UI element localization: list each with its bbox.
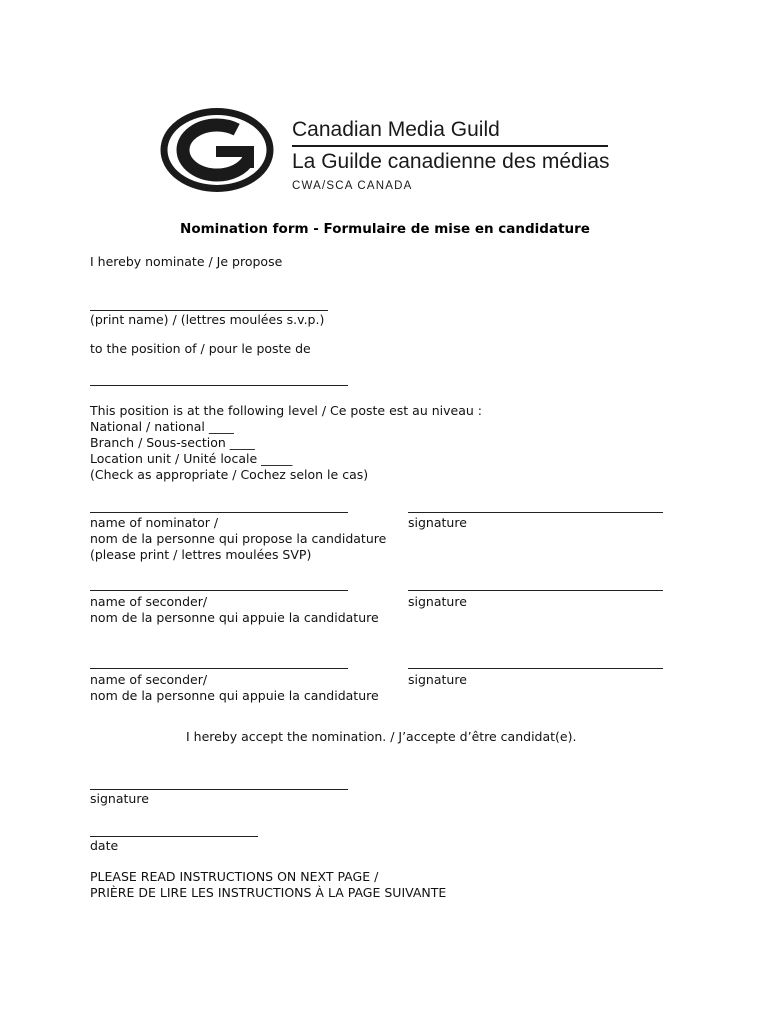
seconder1-name-field[interactable] (90, 590, 348, 591)
level-location-checkbox[interactable]: Location unit / Unité locale _____ (90, 451, 293, 466)
instructions-fr: PRIÈRE DE LIRE LES INSTRUCTIONS À LA PAGE SUIVANTE (90, 885, 447, 900)
nominate-label: I hereby nominate / Je propose (90, 254, 283, 269)
cmg-g-logo-icon (160, 108, 274, 192)
nominator-name-field[interactable] (90, 512, 348, 513)
level-national-checkbox[interactable]: National / national ____ (90, 419, 234, 434)
nominator-signature-field[interactable] (408, 512, 663, 513)
seconder2-name-label-fr: nom de la personne qui appuie la candidature (90, 688, 379, 703)
seconder1-signature-label: signature (408, 594, 467, 609)
date-field[interactable] (90, 836, 258, 837)
seconder2-signature-label: signature (408, 672, 467, 687)
level-intro: This position is at the following level / Ce poste est au niveau : (90, 403, 482, 418)
org-name-french: La Guilde canadienne des médias (292, 150, 610, 173)
acceptance-statement: I hereby accept the nomination. / J’accepte d’être candidat(e). (186, 729, 577, 744)
level-note: (Check as appropriate / Cochez selon le cas) (90, 467, 369, 482)
position-label: to the position of / pour le poste de (90, 341, 311, 356)
org-subtitle: CWA/SCA CANADA (292, 180, 413, 192)
nominee-name-field[interactable] (90, 310, 328, 311)
candidate-signature-label: signature (90, 791, 149, 806)
nominator-print-note: (please print / lettres moulées SVP) (90, 547, 312, 562)
nominator-name-label: name of nominator / (90, 515, 219, 530)
date-label: date (90, 838, 119, 853)
org-name-english: Canadian Media Guild (292, 118, 500, 141)
seconder1-name-label: name of seconder/ (90, 594, 208, 609)
level-branch-checkbox[interactable]: Branch / Sous-section ____ (90, 435, 255, 450)
seconder2-signature-field[interactable] (408, 668, 663, 669)
nominator-signature-label: signature (408, 515, 467, 530)
instructions-en: PLEASE READ INSTRUCTIONS ON NEXT PAGE / (90, 869, 379, 884)
candidate-signature-field[interactable] (90, 789, 348, 790)
seconder1-name-label-fr: nom de la personne qui appuie la candidature (90, 610, 379, 625)
logo-divider (292, 145, 608, 147)
seconder1-signature-field[interactable] (408, 590, 663, 591)
seconder2-name-label: name of seconder/ (90, 672, 208, 687)
print-name-label: (print name) / (lettres moulées s.v.p.) (90, 312, 325, 327)
form-title: Nomination form - Formulaire de mise en candidature (180, 221, 590, 237)
nominator-name-label-fr: nom de la personne qui propose la candidature (90, 531, 387, 546)
seconder2-name-field[interactable] (90, 668, 348, 669)
position-field[interactable] (90, 385, 348, 386)
